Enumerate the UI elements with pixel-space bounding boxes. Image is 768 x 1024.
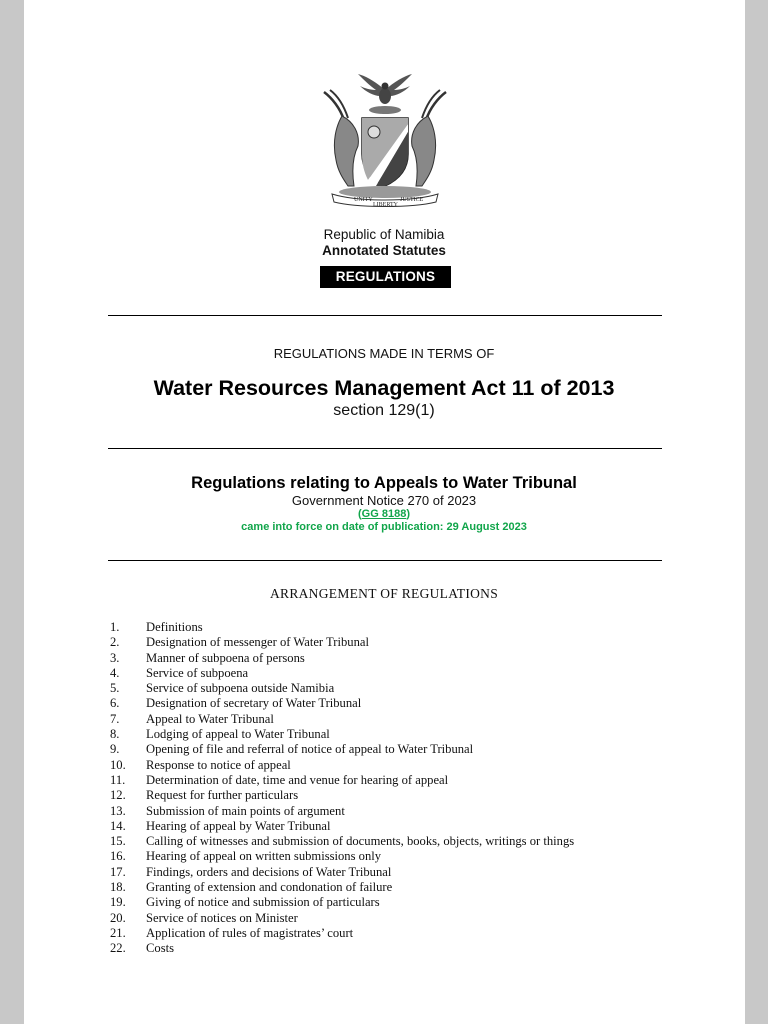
- list-item: [110, 849, 710, 864]
- item-number: 19.: [110, 895, 126, 910]
- item-number: 15.: [110, 834, 126, 849]
- item-number: 21.: [110, 925, 126, 940]
- item-number: 17.: [110, 864, 126, 879]
- item-number: 3.: [110, 650, 120, 665]
- list-item: [110, 773, 710, 788]
- regulations-badge: REGULATIONS: [320, 266, 451, 288]
- item-number: 13.: [110, 803, 126, 818]
- gazette-reference: [0, 508, 768, 520]
- in-force-note: came into force on date of publication: 29 August 2023: [241, 521, 527, 533]
- list-item: [110, 635, 710, 650]
- gazette-link[interactable]: GG 8188: [361, 508, 407, 520]
- item-number: 5.: [110, 681, 120, 696]
- section-reference: section 129(1): [333, 402, 435, 419]
- item-number: 14.: [110, 818, 126, 833]
- list-item: [110, 941, 710, 956]
- made-in-terms-label: REGULATIONS MADE IN TERMS OF: [273, 346, 495, 361]
- svg-text:LIBERTY: LIBERTY: [373, 202, 398, 208]
- item-title: Service of subpoena: [146, 665, 249, 680]
- item-number: 16.: [110, 849, 126, 864]
- item-title: Service of notices on Minister: [146, 910, 298, 925]
- list-item: [110, 911, 710, 926]
- list-item: [110, 681, 710, 696]
- annotated-statutes-label: Annotated Statutes: [322, 243, 446, 258]
- item-title: Service of subpoena outside Namibia: [146, 681, 335, 696]
- item-number: 8.: [110, 727, 120, 742]
- item-title: Granting of extension and condonation of failure: [146, 880, 393, 895]
- namibia-coat-of-arms-icon: [318, 68, 452, 210]
- gazette-open-paren: (: [358, 508, 362, 520]
- item-title: Hearing of appeal on written submissions only: [146, 849, 382, 864]
- item-number: 9.: [110, 742, 120, 757]
- list-item: [110, 712, 710, 727]
- act-title: Water Resources Management Act 11 of 2013: [153, 376, 615, 400]
- item-number: 10.: [110, 757, 126, 772]
- republic-label: Republic of Namibia: [323, 227, 445, 242]
- item-title: Request for further particulars: [146, 788, 299, 803]
- item-title: Opening of file and referral of notice of appeal to Water Tribunal: [146, 742, 474, 757]
- item-number: 7.: [110, 711, 120, 726]
- arrangement-heading: ARRANGEMENT OF REGULATIONS: [269, 586, 499, 601]
- item-title: Response to notice of appeal: [146, 757, 291, 772]
- item-title: Determination of date, time and venue for hearing of appeal: [146, 772, 449, 787]
- svg-text:UNITY: UNITY: [354, 197, 373, 203]
- item-number: 20.: [110, 910, 126, 925]
- item-title: Definitions: [146, 620, 203, 634]
- list-item: [110, 926, 710, 941]
- item-number: 1.: [110, 620, 120, 634]
- list-item: [110, 804, 710, 819]
- divider: [108, 448, 662, 449]
- list-item: [110, 742, 710, 757]
- item-title: Costs: [146, 941, 174, 956]
- item-number: 12.: [110, 788, 126, 803]
- list-item: [110, 758, 710, 773]
- item-title: Giving of notice and submission of particulars: [146, 895, 380, 910]
- item-number: 6.: [110, 696, 120, 711]
- item-title: Designation of secretary of Water Tribunal: [146, 696, 362, 711]
- government-notice: Government Notice 270 of 2023: [291, 493, 477, 508]
- list-item: [110, 696, 710, 711]
- regulation-title: Regulations relating to Appeals to Water Tribunal: [191, 474, 577, 492]
- list-item: [110, 666, 710, 681]
- svg-text:JUSTICE: JUSTICE: [400, 197, 424, 203]
- list-item: [110, 819, 710, 834]
- gazette-close-paren: ): [406, 508, 410, 520]
- list-item: [110, 651, 710, 666]
- item-title: Application of rules of magistrates’ court: [146, 925, 354, 940]
- regulations-list: [110, 620, 710, 957]
- list-item: [110, 865, 710, 880]
- item-number: 22.: [110, 941, 126, 956]
- item-number: 18.: [110, 880, 126, 895]
- item-title: Manner of subpoena of persons: [146, 650, 305, 665]
- item-title: Designation of messenger of Water Tribunal: [146, 635, 369, 650]
- item-title: Appeal to Water Tribunal: [146, 711, 274, 726]
- item-title: Submission of main points of argument: [146, 803, 345, 818]
- list-item: [110, 895, 710, 910]
- item-number: 4.: [110, 665, 120, 680]
- item-number: 2.: [110, 635, 120, 650]
- list-item: [110, 727, 710, 742]
- item-title: Findings, orders and decisions of Water Tribunal: [146, 864, 392, 879]
- divider: [108, 560, 662, 561]
- list-item: [110, 880, 710, 895]
- item-title: Calling of witnesses and submission of documents, books, objects, writings or things: [146, 834, 575, 849]
- list-item: [110, 788, 710, 803]
- item-number: 11.: [110, 772, 126, 787]
- item-title: Hearing of appeal by Water Tribunal: [146, 818, 331, 833]
- list-item: [110, 620, 710, 635]
- divider: [108, 315, 662, 316]
- item-title: Lodging of appeal to Water Tribunal: [146, 727, 330, 742]
- list-item: [110, 834, 710, 849]
